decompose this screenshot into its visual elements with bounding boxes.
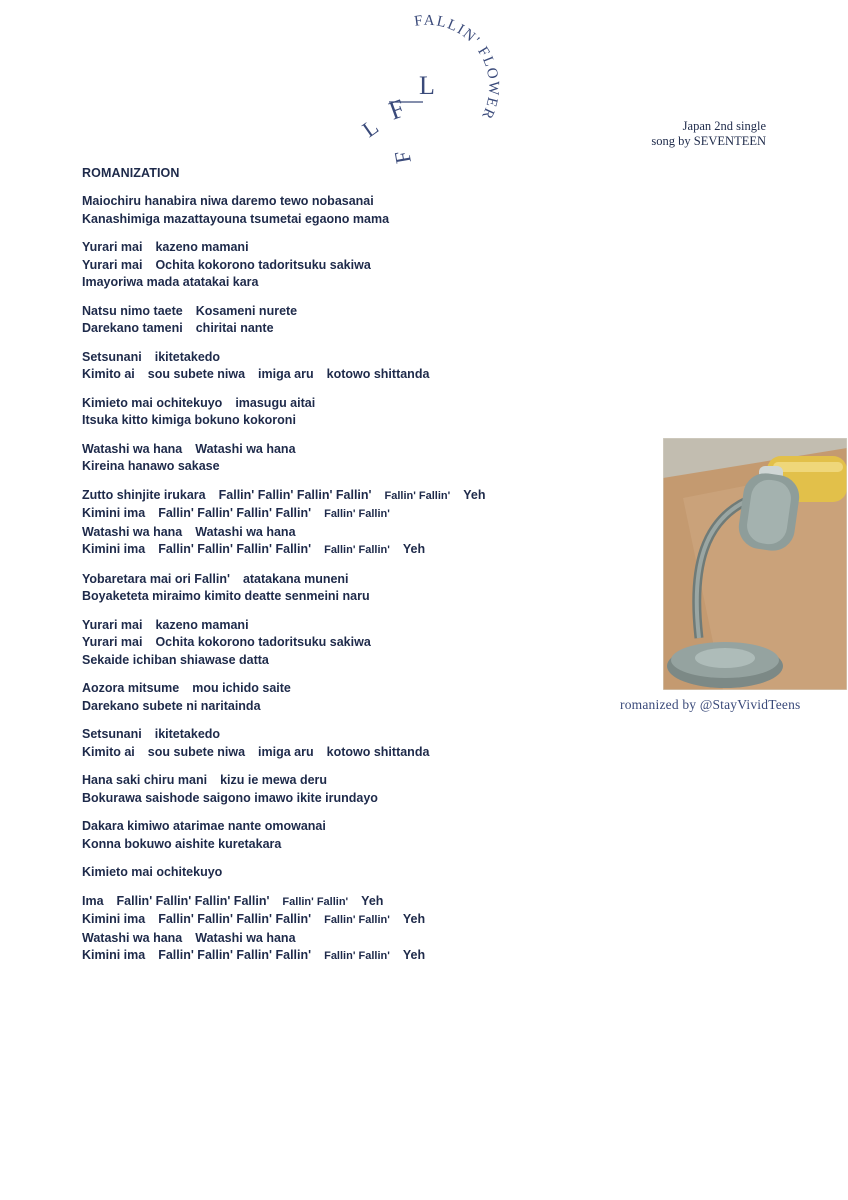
lyric-segment: mou ichido saite <box>192 681 291 695</box>
lyric-line <box>82 395 602 413</box>
lyric-line <box>82 349 602 367</box>
lyric-stanza <box>82 487 602 560</box>
song-info-line-1: Japan 2nd single <box>682 119 766 133</box>
lyric-segment: Fallin' Fallin' <box>282 895 349 908</box>
lyric-segment: Fallin' Fallin' Fallin' Fallin' <box>158 542 312 556</box>
lyric-segment: sou subete niwa <box>147 744 246 759</box>
lyric-line <box>82 836 602 854</box>
lyric-line <box>82 257 602 275</box>
lyrics-body <box>82 193 602 977</box>
logo-letter-3: L <box>357 113 383 143</box>
lyric-segment: Kimini ima <box>82 912 146 926</box>
lyric-segment: Kosameni nurete <box>195 303 298 318</box>
lyric-segment: Yeh <box>361 893 384 908</box>
lyric-stanza <box>82 617 602 670</box>
lyric-line <box>82 930 602 948</box>
lyric-segment: Darekano tameni <box>82 321 183 335</box>
lyric-segment: Watashi wa hana <box>195 524 296 539</box>
lyric-line <box>82 947 602 966</box>
lyric-segment: Ochita kokorono tadoritsuku sakiwa <box>155 257 371 272</box>
lyric-segment: Fallin' Fallin' <box>384 489 451 502</box>
credit-text: romanized by @StayVividTeens <box>620 697 801 712</box>
lyric-segment: Sekaide ichiban shiawase datta <box>82 652 269 667</box>
lyric-segment: Fallin' Fallin' <box>324 914 390 926</box>
lyric-segment: ikitetakedo <box>154 727 221 741</box>
lyric-segment: Yeh <box>402 542 426 556</box>
fallin-flower-logo <box>355 12 515 172</box>
song-info <box>651 119 766 149</box>
lyric-segment: imiga aru <box>258 744 314 759</box>
lyric-segment: atatakana muneni <box>242 571 349 586</box>
lyric-line <box>82 458 602 476</box>
lyric-stanza <box>82 893 602 966</box>
logo-letter-0: F <box>389 149 416 166</box>
logo-letter-2: F <box>385 93 409 126</box>
lyric-segment: Watashi wa hana <box>82 441 183 456</box>
lyric-segment: ikitetakedo <box>154 349 221 364</box>
lyric-line <box>82 487 602 506</box>
lyric-stanza <box>82 571 602 606</box>
lyric-line <box>82 193 602 211</box>
lyric-segment: Itsuka kitto kimiga bokuno kokoroni <box>82 413 296 427</box>
lyric-segment: Zutto shinjite irukara <box>82 487 206 502</box>
lyric-line <box>82 505 602 524</box>
lyric-segment: kazeno mamani <box>155 617 249 632</box>
lyric-stanza <box>82 864 602 882</box>
lyric-line <box>82 818 602 836</box>
lyric-line <box>82 211 602 229</box>
lyric-segment: Natsu nimo taete <box>82 303 183 318</box>
lyric-line <box>82 864 602 882</box>
lyric-segment: kotowo shittanda <box>326 744 430 759</box>
section-heading: ROMANIZATION <box>82 166 180 180</box>
lyric-segment: Yurari mai <box>82 257 143 272</box>
lyric-segment: chiritai nante <box>195 321 274 335</box>
lyric-segment: Bokurawa saishode saigono imawo ikite irundayo <box>82 790 378 805</box>
lyric-segment: Setsunani <box>82 727 142 741</box>
lyric-segment: Ochita kokorono tadoritsuku sakiwa <box>155 635 371 649</box>
lyric-line <box>82 412 602 430</box>
lyric-segment: Watashi wa hana <box>82 524 183 539</box>
lyric-stanza <box>82 441 602 476</box>
lyric-segment: Fallin' Fallin' Fallin' Fallin' <box>116 893 270 908</box>
lyric-line <box>82 524 602 542</box>
lyric-segment: Yeh <box>402 912 426 926</box>
lyric-segment: Yurari mai <box>82 617 143 632</box>
song-info-line-2: song by SEVENTEEN <box>651 134 766 148</box>
lyric-line <box>82 893 602 912</box>
lyric-segment: Setsunani <box>82 349 142 364</box>
lyric-line <box>82 571 602 589</box>
lyric-line <box>82 744 602 762</box>
lyric-line <box>82 790 602 808</box>
lyric-segment: Kimito ai <box>82 367 135 381</box>
lyric-segment: kazeno mamani <box>155 240 249 254</box>
lyric-line <box>82 772 602 790</box>
lyric-line <box>82 588 602 606</box>
lyric-segment: Ima <box>82 893 104 908</box>
lyric-segment: kizu ie mewa deru <box>220 773 328 787</box>
lyric-line <box>82 726 602 744</box>
lyric-segment: Maiochiru hanabira niwa daremo tewo nobasanai <box>82 194 374 208</box>
lyric-segment: Fallin' Fallin' <box>324 950 390 962</box>
lyric-stanza <box>82 395 602 430</box>
lyric-segment: Watashi wa hana <box>82 930 183 945</box>
lyric-line <box>82 320 602 338</box>
lyric-line <box>82 541 602 560</box>
lyric-segment: Boyaketeta miraimo kimito deatte senmeini naru <box>82 589 370 603</box>
lyric-segment: kotowo shittanda <box>326 367 430 381</box>
lyric-segment: Kimieto mai ochitekuyo <box>82 865 223 879</box>
lyric-segment: Fallin' Fallin' <box>324 544 390 556</box>
lyric-segment: Kireina hanawo sakase <box>82 459 220 473</box>
lyric-segment: Dakara kimiwo atarimae nante omowanai <box>82 819 326 833</box>
lyric-stanza <box>82 818 602 853</box>
lyric-segment: Fallin' Fallin' Fallin' Fallin' <box>158 948 312 962</box>
lyric-line <box>82 239 602 257</box>
lyric-segment: Yurari mai <box>82 635 143 649</box>
lyric-segment: Konna bokuwo aishite kuretakara <box>82 836 282 851</box>
lyric-stanza <box>82 349 602 384</box>
lyric-line <box>82 680 602 698</box>
lyric-segment: Imayoriwa mada atatakai kara <box>82 275 259 289</box>
lyric-line <box>82 366 602 384</box>
desk-lamp-photo <box>663 438 847 690</box>
lyric-stanza <box>82 680 602 715</box>
lyric-segment: Yeh <box>402 948 426 962</box>
lyric-segment: Yeh <box>463 487 486 502</box>
lyric-segment: Fallin' Fallin' Fallin' Fallin' <box>218 487 372 502</box>
lyric-segment: Fallin' Fallin' Fallin' Fallin' <box>158 912 312 926</box>
lyric-line <box>82 911 602 930</box>
lyric-segment: Yurari mai <box>82 240 143 254</box>
lyric-segment: Watashi wa hana <box>195 930 296 945</box>
lyric-segment: Kimito ai <box>82 744 135 759</box>
lyric-line <box>82 617 602 635</box>
logo-arc-text: FALLIN' FLOWER <box>413 12 502 123</box>
lyric-segment: Kanashimiga mazattayouna tsumetai egaono mama <box>82 211 390 226</box>
lyric-stanza <box>82 193 602 228</box>
lyric-line <box>82 634 602 652</box>
lyric-segment: imiga aru <box>258 367 314 381</box>
lyric-segment: Darekano subete ni naritainda <box>82 698 261 713</box>
lyric-stanza <box>82 303 602 338</box>
lyric-segment: sou subete niwa <box>147 367 246 381</box>
lyric-line <box>82 698 602 716</box>
lyric-stanza <box>82 772 602 807</box>
lyric-line <box>82 441 602 459</box>
lyric-segment: Fallin' Fallin' Fallin' Fallin' <box>158 506 312 520</box>
lyric-stanza <box>82 239 602 292</box>
lyric-segment: Watashi wa hana <box>195 441 296 456</box>
lyric-segment: Fallin' Fallin' <box>324 508 390 520</box>
lyric-line <box>82 303 602 321</box>
lyric-segment: Kimini ima <box>82 948 146 962</box>
lyric-segment: Kimini ima <box>82 542 146 556</box>
svg-text:FALLIN' FLOWER <box>413 13 501 123</box>
lyric-segment: Kimieto mai ochitekuyo <box>82 395 223 410</box>
lyric-segment: Yobaretara mai ori Fallin' <box>82 571 230 586</box>
lyric-line <box>82 652 602 670</box>
lyric-stanza <box>82 726 602 761</box>
lyric-segment: Kimini ima <box>82 506 146 520</box>
logo-letter-1: L <box>419 71 435 100</box>
lyric-segment: Hana saki chiru mani <box>82 773 208 787</box>
lyric-segment: imasugu aitai <box>235 395 316 410</box>
lyric-line <box>82 274 602 292</box>
lyric-segment: Aozora mitsume <box>82 681 180 695</box>
